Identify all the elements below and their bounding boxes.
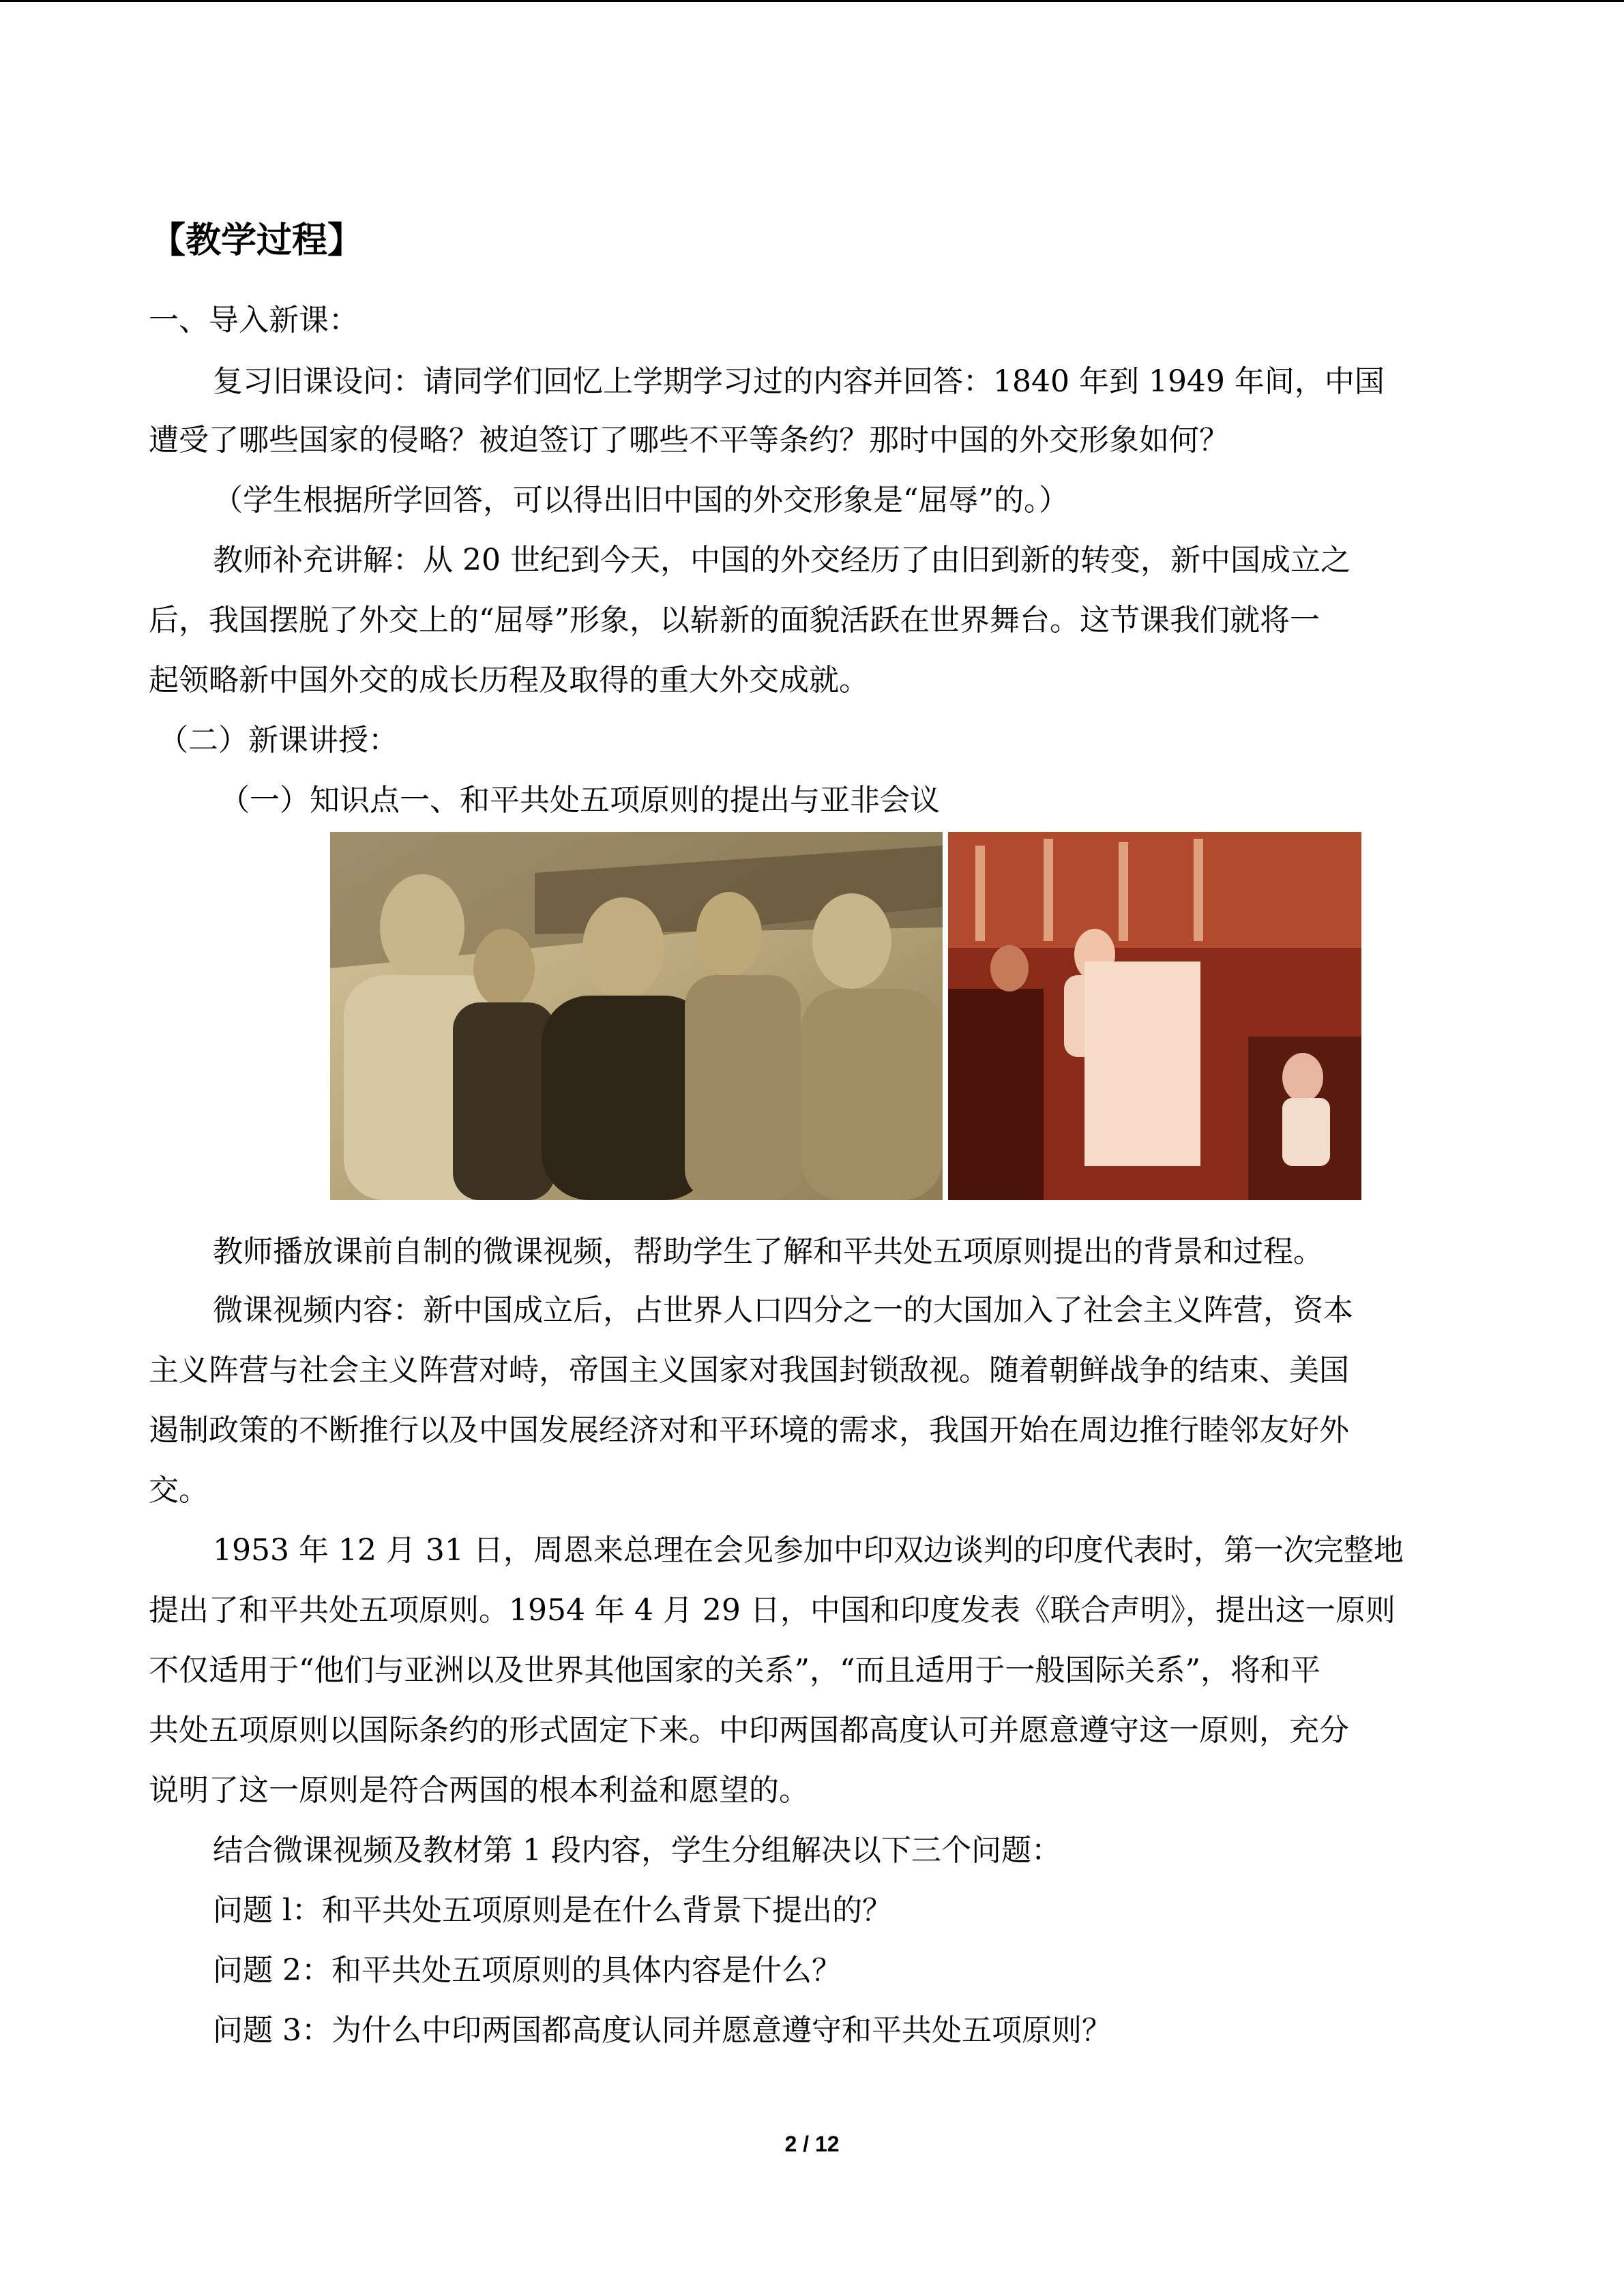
section-title-new-lesson: （二）新课讲授：: [158, 723, 398, 758]
principles-line-1: 1953 年 12 月 31 日，周恩来总理在会见参加中印双边谈判的印度代表时，第一次完整地: [213, 1533, 1404, 1568]
section-title-intro: 一、导入新课：: [149, 303, 359, 338]
video-content-line-4: 交。: [149, 1473, 209, 1508]
principles-line-2: 提出了和平共处五项原则。1954 年 4 月 29 日，中国和印度发表《联合声明》，提出这一原则: [149, 1593, 1396, 1628]
video-content-line-3: 遏制政策的不断推行以及中国发展经济对和平环境的需求，我国开始在周边推行睦邻友好外: [149, 1413, 1349, 1448]
video-content-line-1: 微课视频内容：新中国成立后，占世界人口四分之一的大国加入了社会主义阵营，资本: [213, 1293, 1353, 1328]
principles-line-4: 共处五项原则以国际条约的形式固定下来。中印两国都高度认可并愿意遵守这一原则，充分: [149, 1713, 1349, 1748]
question-2: 问题 2：和平共处五项原则的具体内容是什么？: [213, 1953, 842, 1988]
principles-line-5: 说明了这一原则是符合两国的根本利益和愿望的。: [149, 1773, 809, 1808]
intro-teacher-line-2: 后，我国摆脱了外交上的“屈辱”形象，以崭新的面貌活跃在世界舞台。这节课我们就将一: [149, 603, 1320, 638]
page-number: 2 / 12: [784, 2132, 840, 2156]
intro-teacher-line-3: 起领略新中国外交的成长历程及取得的重大外交成就。: [149, 663, 869, 698]
photo-conference-speech: [948, 832, 1361, 1200]
principles-line-3: 不仅适用于“他们与亚洲以及世界其他国家的关系”，“而且适用于一般国际关系”，将和平: [149, 1653, 1320, 1688]
top-border-line: [0, 0, 1624, 2]
knowledge-point-title: （一）知识点一、和平共处五项原则的提出与亚非会议: [220, 783, 940, 818]
intro-review-line-1: 复习旧课设问：请同学们回忆上学期学习过的内容并回答：1840 年到 1949 年间，中国: [213, 364, 1385, 399]
video-intro: 教师播放课前自制的微课视频，帮助学生了解和平共处五项原则提出的背景和过程。: [213, 1234, 1323, 1269]
intro-review-line-2: 遭受了哪些国家的侵略？被迫签订了哪些不平等条约？那时中国的外交形象如何？: [149, 423, 1229, 458]
question-1: 问题 l：和平共处五项原则是在什么背景下提出的？: [213, 1893, 893, 1928]
task-intro: 结合微课视频及教材第 1 段内容，学生分组解决以下三个问题：: [213, 1833, 1061, 1868]
page-heading: 【教学过程】: [150, 220, 364, 261]
intro-student-answer: （学生根据所学回答，可以得出旧中国的外交形象是“屈辱”的。）: [213, 483, 1069, 518]
question-3: 问题 3：为什么中印两国都高度认同并愿意遵守和平共处五项原则？: [213, 2013, 1112, 2048]
intro-teacher-line-1: 教师补充讲解：从 20 世纪到今天，中国的外交经历了由旧到新的转变，新中国成立之: [213, 543, 1350, 578]
photo-delegation-group: [330, 832, 943, 1200]
video-content-line-2: 主义阵营与社会主义阵营对峙，帝国主义国家对我国封锁敌视。随着朝鲜战争的结束、美国: [149, 1353, 1349, 1388]
